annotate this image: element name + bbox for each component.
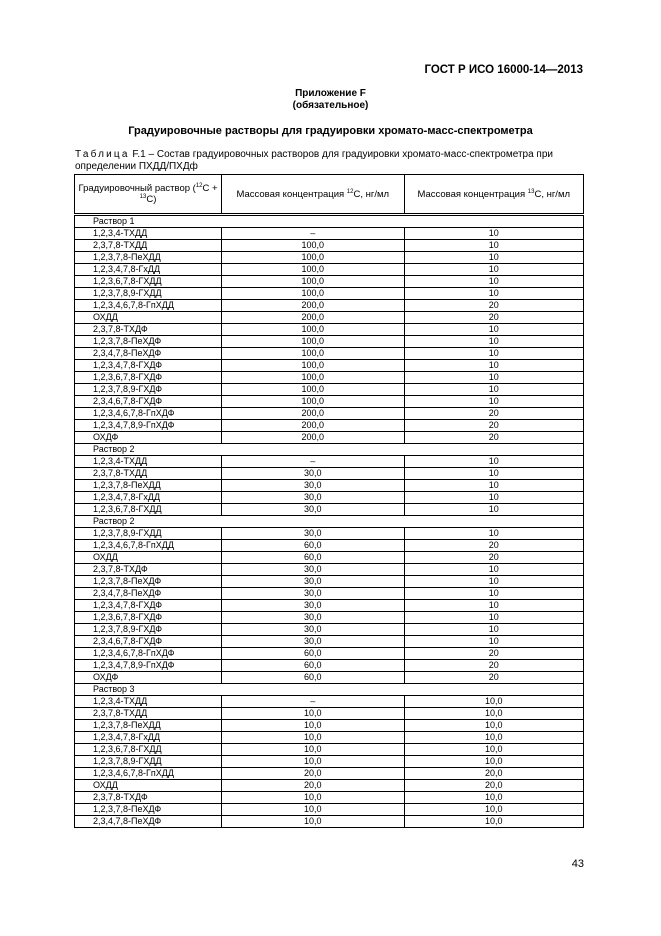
conc-12c: 30,0 xyxy=(222,492,404,504)
compound-name: 2,3,4,7,8-ПеХДФ xyxy=(75,588,222,600)
conc-13c: 10 xyxy=(404,252,584,264)
conc-13c: 10 xyxy=(404,480,584,492)
conc-12c: 100,0 xyxy=(222,324,404,336)
table-row xyxy=(75,336,584,348)
section-title: Градуировочные растворы для градуировки хромато-масс-спектрометра xyxy=(128,125,533,137)
table-row xyxy=(75,492,584,504)
group-row xyxy=(75,444,584,456)
conc-13c: 10,0 xyxy=(404,708,584,720)
compound-name: 2,3,7,8-ТХДФ xyxy=(75,792,222,804)
conc-12c: 10,0 xyxy=(222,792,404,804)
conc-13c: 10,0 xyxy=(404,756,584,768)
compound-name: 1,2,3,7,8-ПеХДФ xyxy=(75,576,222,588)
conc-12c: 100,0 xyxy=(222,276,404,288)
compound-name: 1,2,3,4,6,7,8-ГпХДД xyxy=(75,768,222,780)
compound-name: 1,2,3,4-ТХДД xyxy=(75,228,222,240)
conc-12c: 30,0 xyxy=(222,576,404,588)
compound-name: 2,3,7,8-ТХДД xyxy=(75,708,222,720)
conc-13c: 10,0 xyxy=(404,744,584,756)
conc-12c: 30,0 xyxy=(222,636,404,648)
document-code: ГОСТ Р ИСО 16000-14—2013 xyxy=(424,64,583,76)
conc-13c: 20 xyxy=(404,300,584,312)
conc-13c: 10 xyxy=(404,504,584,516)
conc-13c: 20 xyxy=(404,420,584,432)
conc-13c: 10 xyxy=(404,588,584,600)
table-body xyxy=(75,215,584,828)
table-row xyxy=(75,696,584,708)
compound-name: 1,2,3,7,8-ПеХДД xyxy=(75,480,222,492)
conc-12c: 20,0 xyxy=(222,768,404,780)
compound-name: 1,2,3,4,7,8-ГхДД xyxy=(75,732,222,744)
conc-13c: 10,0 xyxy=(404,696,584,708)
table-row xyxy=(75,348,584,360)
conc-13c: 10 xyxy=(404,288,584,300)
table-row xyxy=(75,300,584,312)
table-row xyxy=(75,456,584,468)
table-row xyxy=(75,588,584,600)
conc-12c: 60,0 xyxy=(222,660,404,672)
conc-13c: 10 xyxy=(404,576,584,588)
conc-12c: 30,0 xyxy=(222,600,404,612)
table-row xyxy=(75,396,584,408)
compound-name: 2,3,7,8-ТХДД xyxy=(75,468,222,480)
table-header-row xyxy=(75,175,584,215)
table-row xyxy=(75,744,584,756)
compound-name: 1,2,3,7,8-ПеХДФ xyxy=(75,804,222,816)
table-row xyxy=(75,540,584,552)
compound-name: 1,2,3,4,6,7,8-ГпХДД xyxy=(75,540,222,552)
table-row xyxy=(75,324,584,336)
table-row xyxy=(75,528,584,540)
conc-13c: 20,0 xyxy=(404,768,584,780)
header-conc-13c: Массовая концентрация $^{13}$С, нг/мл xyxy=(404,175,584,215)
conc-12c: 100,0 xyxy=(222,384,404,396)
conc-13c: 10 xyxy=(404,600,584,612)
compound-name: 2,3,7,8-ТХДФ xyxy=(75,564,222,576)
conc-12c: 100,0 xyxy=(222,264,404,276)
compound-name: ОХДД xyxy=(75,312,222,324)
table-row xyxy=(75,360,584,372)
compound-name: 1,2,3,4,7,8-ГхДД xyxy=(75,264,222,276)
conc-12c: 200,0 xyxy=(222,408,404,420)
conc-12c: 30,0 xyxy=(222,468,404,480)
conc-13c: 10 xyxy=(404,360,584,372)
group-row xyxy=(75,215,584,228)
conc-13c: 10 xyxy=(404,264,584,276)
conc-13c: 20,0 xyxy=(404,780,584,792)
conc-12c: – xyxy=(222,456,404,468)
conc-12c: 30,0 xyxy=(222,504,404,516)
compound-name: 1,2,3,6,7,8-ГХДД xyxy=(75,276,222,288)
compound-name: 1,2,3,4,7,8-ГХДФ xyxy=(75,360,222,372)
compound-name: 2,3,4,6,7,8-ГХДФ xyxy=(75,636,222,648)
conc-13c: 20 xyxy=(404,540,584,552)
conc-12c: – xyxy=(222,696,404,708)
compound-name: 1,2,3,6,7,8-ГХДД xyxy=(75,504,222,516)
conc-12c: 10,0 xyxy=(222,744,404,756)
table-row xyxy=(75,252,584,264)
table-row xyxy=(75,288,584,300)
conc-12c: 10,0 xyxy=(222,720,404,732)
table-row xyxy=(75,228,584,240)
table-row xyxy=(75,264,584,276)
table-row xyxy=(75,432,584,444)
table-row xyxy=(75,720,584,732)
header-conc-12c: Массовая концентрация $^{12}$С, нг/мл xyxy=(222,175,404,215)
table-caption-label: Таблица xyxy=(75,149,130,160)
table-row xyxy=(75,804,584,816)
compound-name: 2,3,7,8-ТХДД xyxy=(75,240,222,252)
appendix-heading xyxy=(0,88,661,112)
compound-name: 1,2,3,4,6,7,8-ГпХДФ xyxy=(75,408,222,420)
compound-name: 1,2,3,4-ТХДД xyxy=(75,456,222,468)
compound-name: 1,2,3,7,8-ПеХДД xyxy=(75,720,222,732)
conc-13c: 20 xyxy=(404,312,584,324)
conc-13c: 20 xyxy=(404,660,584,672)
conc-13c: 20 xyxy=(404,552,584,564)
table-row xyxy=(75,468,584,480)
conc-13c: 10 xyxy=(404,384,584,396)
conc-12c: 10,0 xyxy=(222,708,404,720)
table-row xyxy=(75,420,584,432)
compound-name: 1,2,3,7,8-ПеХДФ xyxy=(75,336,222,348)
calibration-table xyxy=(74,174,584,828)
compound-name: ОХДД xyxy=(75,780,222,792)
compound-name: 2,3,4,7,8-ПеХДФ xyxy=(75,816,222,828)
compound-name: 2,3,4,6,7,8-ГХДФ xyxy=(75,396,222,408)
conc-12c: 100,0 xyxy=(222,372,404,384)
compound-name: 1,2,3,4-ТХДД xyxy=(75,696,222,708)
group-row xyxy=(75,516,584,528)
conc-13c: 10 xyxy=(404,492,584,504)
compound-name: 1,2,3,6,7,8-ГХДФ xyxy=(75,612,222,624)
table-row xyxy=(75,708,584,720)
compound-name: 1,2,3,7,8,9-ГХДД xyxy=(75,756,222,768)
conc-13c: 10,0 xyxy=(404,732,584,744)
conc-13c: 20 xyxy=(404,648,584,660)
conc-12c: 200,0 xyxy=(222,312,404,324)
conc-13c: 10,0 xyxy=(404,792,584,804)
table-row xyxy=(75,756,584,768)
table-row xyxy=(75,384,584,396)
conc-12c: 100,0 xyxy=(222,396,404,408)
table-row xyxy=(75,504,584,516)
compound-name: 1,2,3,7,8,9-ГХДФ xyxy=(75,624,222,636)
conc-13c: 20 xyxy=(404,672,584,684)
compound-name: 1,2,3,6,7,8-ГХДФ xyxy=(75,372,222,384)
conc-12c: 100,0 xyxy=(222,288,404,300)
conc-12c: 60,0 xyxy=(222,648,404,660)
table-row xyxy=(75,372,584,384)
conc-12c: 100,0 xyxy=(222,336,404,348)
table-row xyxy=(75,648,584,660)
compound-name: 1,2,3,7,8,9-ГХДД xyxy=(75,288,222,300)
compound-name: 1,2,3,4,7,8,9-ГпХДФ xyxy=(75,420,222,432)
table-row xyxy=(75,768,584,780)
conc-13c: 10 xyxy=(404,276,584,288)
compound-name: ОХДД xyxy=(75,552,222,564)
group-row xyxy=(75,684,584,696)
table-caption-text: F.1 – Состав градуировочных растворов для градуировки хромато-масс-спектрометра при определении ПХДД/ПХДф xyxy=(75,149,553,172)
table-row xyxy=(75,480,584,492)
conc-13c: 10 xyxy=(404,624,584,636)
compound-name: 1,2,3,7,8,9-ГХДФ xyxy=(75,384,222,396)
conc-12c: 200,0 xyxy=(222,432,404,444)
conc-12c: 100,0 xyxy=(222,360,404,372)
conc-13c: 10 xyxy=(404,228,584,240)
group-label: Раствор 1 xyxy=(75,215,584,228)
conc-12c: 30,0 xyxy=(222,480,404,492)
compound-name: 2,3,7,8-ТХДФ xyxy=(75,324,222,336)
table-row xyxy=(75,564,584,576)
conc-12c: 30,0 xyxy=(222,528,404,540)
table-row xyxy=(75,600,584,612)
table-caption xyxy=(75,149,585,172)
conc-12c: 10,0 xyxy=(222,756,404,768)
conc-13c: 10,0 xyxy=(404,816,584,828)
conc-13c: 10 xyxy=(404,348,584,360)
appendix-label: Приложение F xyxy=(295,88,366,99)
table-row xyxy=(75,624,584,636)
table-row xyxy=(75,408,584,420)
conc-13c: 20 xyxy=(404,408,584,420)
compound-name: 1,2,3,4,7,8-ГХДФ xyxy=(75,600,222,612)
conc-12c: 10,0 xyxy=(222,816,404,828)
conc-13c: 20 xyxy=(404,432,584,444)
compound-name: 1,2,3,4,7,8,9-ГпХДФ xyxy=(75,660,222,672)
conc-13c: 10 xyxy=(404,324,584,336)
header-solution: Градуировочный раствор ($^{12}$С + $^{13}$С) xyxy=(75,175,222,215)
conc-12c: 60,0 xyxy=(222,552,404,564)
group-label: Раствор 2 xyxy=(75,444,584,456)
conc-13c: 10 xyxy=(404,336,584,348)
group-label: Раствор 3 xyxy=(75,684,584,696)
conc-12c: 60,0 xyxy=(222,672,404,684)
table-row xyxy=(75,792,584,804)
conc-12c: 200,0 xyxy=(222,300,404,312)
conc-12c: 10,0 xyxy=(222,804,404,816)
conc-12c: 60,0 xyxy=(222,540,404,552)
table-row xyxy=(75,576,584,588)
conc-13c: 10 xyxy=(404,468,584,480)
table-row xyxy=(75,276,584,288)
conc-13c: 10 xyxy=(404,396,584,408)
conc-12c: 100,0 xyxy=(222,252,404,264)
conc-13c: 10 xyxy=(404,528,584,540)
appendix-status: (обязательное) xyxy=(292,100,369,111)
table-row xyxy=(75,612,584,624)
conc-12c: 100,0 xyxy=(222,240,404,252)
conc-13c: 10,0 xyxy=(404,804,584,816)
compound-name: 1,2,3,6,7,8-ГХДД xyxy=(75,744,222,756)
compound-name: 1,2,3,4,6,7,8-ГпХДФ xyxy=(75,648,222,660)
conc-13c: 10 xyxy=(404,564,584,576)
compound-name: 2,3,4,7,8-ПеХДФ xyxy=(75,348,222,360)
conc-12c: 20,0 xyxy=(222,780,404,792)
compound-name: ОХДФ xyxy=(75,432,222,444)
compound-name: 1,2,3,4,7,8-ГхДД xyxy=(75,492,222,504)
compound-name: 1,2,3,7,8,9-ГХДД xyxy=(75,528,222,540)
compound-name: ОХДФ xyxy=(75,672,222,684)
table-row xyxy=(75,672,584,684)
table-row xyxy=(75,240,584,252)
conc-12c: 200,0 xyxy=(222,420,404,432)
conc-13c: 10 xyxy=(404,612,584,624)
group-label: Раствор 2 xyxy=(75,516,584,528)
table-row xyxy=(75,816,584,828)
conc-12c: 10,0 xyxy=(222,732,404,744)
table-row xyxy=(75,636,584,648)
conc-12c: 30,0 xyxy=(222,564,404,576)
page-number: 43 xyxy=(571,858,584,870)
conc-13c: 10 xyxy=(404,240,584,252)
table-row xyxy=(75,312,584,324)
compound-name: 1,2,3,4,6,7,8-ГпХДД xyxy=(75,300,222,312)
table-row xyxy=(75,660,584,672)
conc-12c: 30,0 xyxy=(222,588,404,600)
conc-13c: 10,0 xyxy=(404,720,584,732)
conc-13c: 10 xyxy=(404,636,584,648)
compound-name: 1,2,3,7,8-ПеХДД xyxy=(75,252,222,264)
conc-13c: 10 xyxy=(404,456,584,468)
conc-12c: 30,0 xyxy=(222,612,404,624)
table-row xyxy=(75,732,584,744)
table-row xyxy=(75,552,584,564)
table-row xyxy=(75,780,584,792)
conc-12c: 30,0 xyxy=(222,624,404,636)
conc-12c: 100,0 xyxy=(222,348,404,360)
conc-12c: – xyxy=(222,228,404,240)
conc-13c: 10 xyxy=(404,372,584,384)
